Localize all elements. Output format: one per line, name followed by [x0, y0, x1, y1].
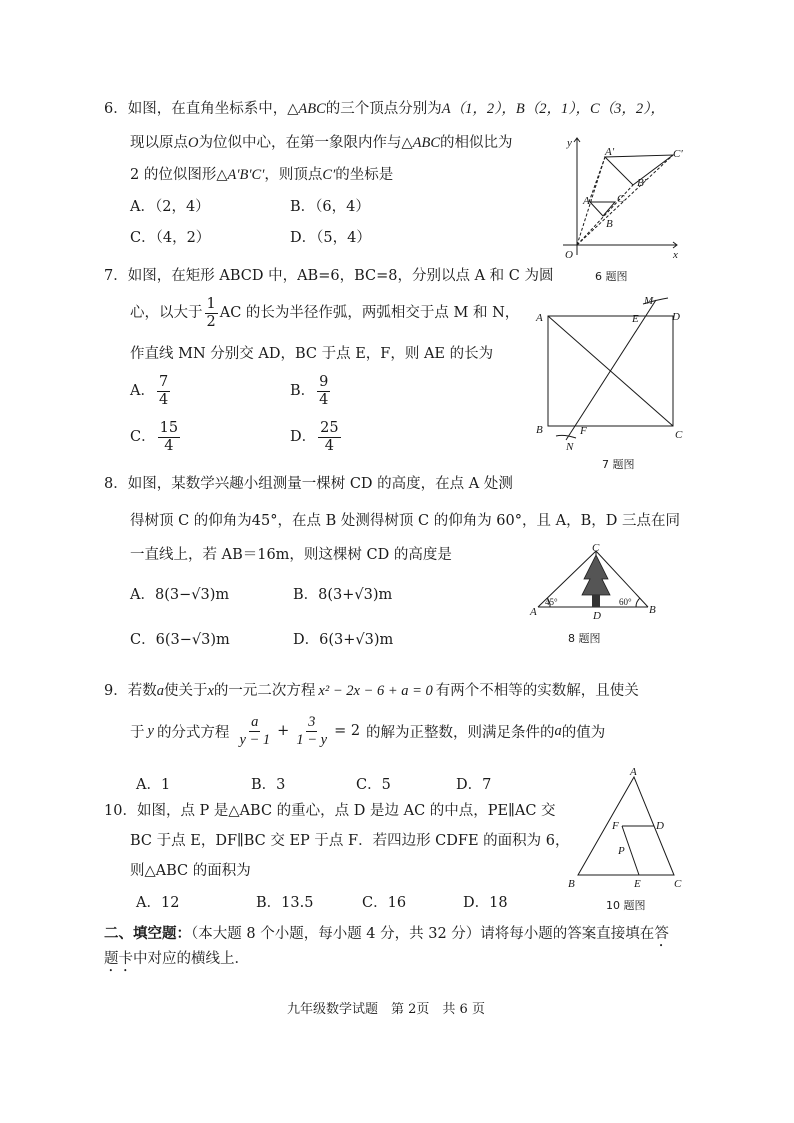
fraction-a-over-y-minus-1: $\frac{a}{y - 1}$ [239, 714, 271, 748]
q10-option-c: C．16 [362, 895, 407, 911]
page-footer: 九年级数学试题 第 2页 共 6 页 [287, 1002, 485, 1017]
q8-line1: 8．如图，某数学兴趣小组测量一棵树 CD 的高度，在点 A 处测 [104, 476, 513, 492]
label-d: D [672, 311, 680, 323]
q7-option-d: D． $\frac{25}{4}$ [290, 420, 339, 454]
label-f: F [612, 820, 619, 832]
q9-line2: 于 y 的分式方程 $\frac{a}{y - 1}$ + $\frac{3}{1 - y}$ = 2 的解为正整数，则满足条件的 a 的值为 [130, 714, 606, 748]
label-60: 60° [619, 597, 632, 607]
q10-line2: BC 于点 E，DF∥BC 交 EP 于点 F．若四边形 CDFE 的面积为 6， [130, 833, 570, 849]
label-f: F [580, 425, 587, 437]
q8-option-b: B．8(3+√3)m [293, 587, 393, 603]
q10-option-b: B．13.5 [256, 895, 314, 911]
q8-figure [528, 543, 658, 623]
label-o: O [565, 249, 573, 261]
q7-option-c: C． $\frac{15}{4}$ [130, 420, 179, 454]
label-d: D [656, 820, 664, 832]
q6-caption: 6 题图 [595, 270, 628, 283]
label-45: 45° [545, 597, 558, 607]
label-a-prime: A′ [605, 146, 615, 158]
q7-line1: 7．如图，在矩形 ABCD 中，AB=6，BC=8，分别以点 A 和 C 为圆 [104, 268, 554, 284]
label-e: E [632, 313, 639, 325]
label-p: P [618, 845, 625, 857]
section2-heading: 二、填空题：（本大题 8 个小题，每小题 4 分，共 32 分）请将每小题的答案直接填在答 [104, 925, 669, 942]
q10-option-d: D．18 [463, 895, 508, 911]
q6-option-a: A．（2，4） [130, 199, 210, 215]
q9-line1: 9．若数a使关于x的一元二次方程 x² − 2x − 6 + a = 0 有两个不相等的实数解，且使关 [104, 683, 639, 699]
q8-line3: 一直线上，若 AB＝16m，则这棵树 CD 的高度是 [130, 547, 452, 563]
label-c: C [592, 543, 600, 554]
q6-line3: 2 的位似图形△A′B′C′，则顶点C′的坐标是 [130, 167, 394, 183]
label-b-prime: B′ [637, 177, 647, 189]
q9-option-b: B．3 [251, 777, 286, 793]
section2-line2: 题卡中对应的横线上． [104, 951, 249, 967]
label-c: C [674, 878, 682, 889]
label-y: y [567, 137, 572, 149]
q9-option-d: D．7 [456, 777, 492, 793]
q10-line1: 10．如图，点 P 是△ABC 的重心，点 D 是边 AC 的中点，PE∥AC 交 [104, 803, 556, 819]
q6-line1: 6．如图，在直角坐标系中，△ABC的三个顶点分别为A（1，2），B（2，1），C（3，2）， [104, 101, 665, 117]
triangle-abc [590, 202, 615, 216]
q7-option-b: B． $\frac{9}{4}$ [290, 374, 329, 408]
q6-line2: 现以原点O为位似中心，在第一象限内作与△ABC的相似比为 [130, 135, 513, 151]
half-fraction: $\frac{1}{2}$ [206, 296, 216, 330]
fraction-3-over-1-minus-y: $\frac{3}{1 - y}$ [296, 714, 328, 748]
label-a: A [536, 312, 543, 324]
q10-caption: 10 题图 [606, 899, 646, 912]
label-a: A [530, 606, 537, 618]
line-mn [566, 300, 656, 440]
q9-option-c: C．5 [356, 777, 391, 793]
label-b: B [606, 218, 613, 230]
q8-option-c: C．6(3−√3)m [130, 632, 230, 648]
label-a: A [583, 195, 590, 207]
label-b: B [568, 878, 575, 889]
q6-figure [555, 130, 690, 265]
q10-figure [566, 765, 684, 889]
label-b: B [536, 424, 543, 436]
q10-line3: 则△ABC 的面积为 [130, 863, 251, 879]
label-n: N [566, 441, 574, 453]
q7-caption: 7 题图 [602, 458, 635, 471]
q8-caption: 8 题图 [568, 632, 601, 645]
label-d: D [593, 610, 601, 622]
q6-option-c: C．（4，2） [130, 230, 211, 246]
label-c: C [617, 193, 625, 205]
q8-option-d: D．6(3+√3)m [293, 632, 394, 648]
label-e: E [634, 878, 641, 889]
q9-option-a: A．1 [136, 777, 171, 793]
label-x: x [673, 249, 678, 261]
label-c: C [675, 429, 683, 441]
q6-option-d: D．（5，4） [290, 230, 371, 246]
label-b: B [649, 604, 656, 616]
q7-line2: 心，以大于 $\frac{1}{2}$ AC 的长为半径作弧，两弧相交于点 M 和 N， [130, 296, 520, 330]
q7-option-a: A． $\frac{7}{4}$ [130, 374, 169, 408]
q7-line3: 作直线 MN 分别交 AD，BC 于点 E，F，则 AE 的长为 [130, 346, 494, 362]
q8-line2: 得树顶 C 的仰角为45°，在点 B 处测得树顶 C 的仰角为 60°，且 A，B，D 三点在同 [130, 513, 680, 529]
q6-option-b: B．（6，4） [290, 199, 370, 215]
label-a: A [630, 766, 637, 778]
q10-option-a: A．12 [136, 895, 180, 911]
label-c-prime: C′ [673, 148, 683, 160]
q8-option-a: A．8(3−√3)m [130, 587, 230, 603]
q7-figure [528, 288, 693, 453]
tree-icon [582, 555, 610, 607]
label-m: M [644, 295, 654, 307]
